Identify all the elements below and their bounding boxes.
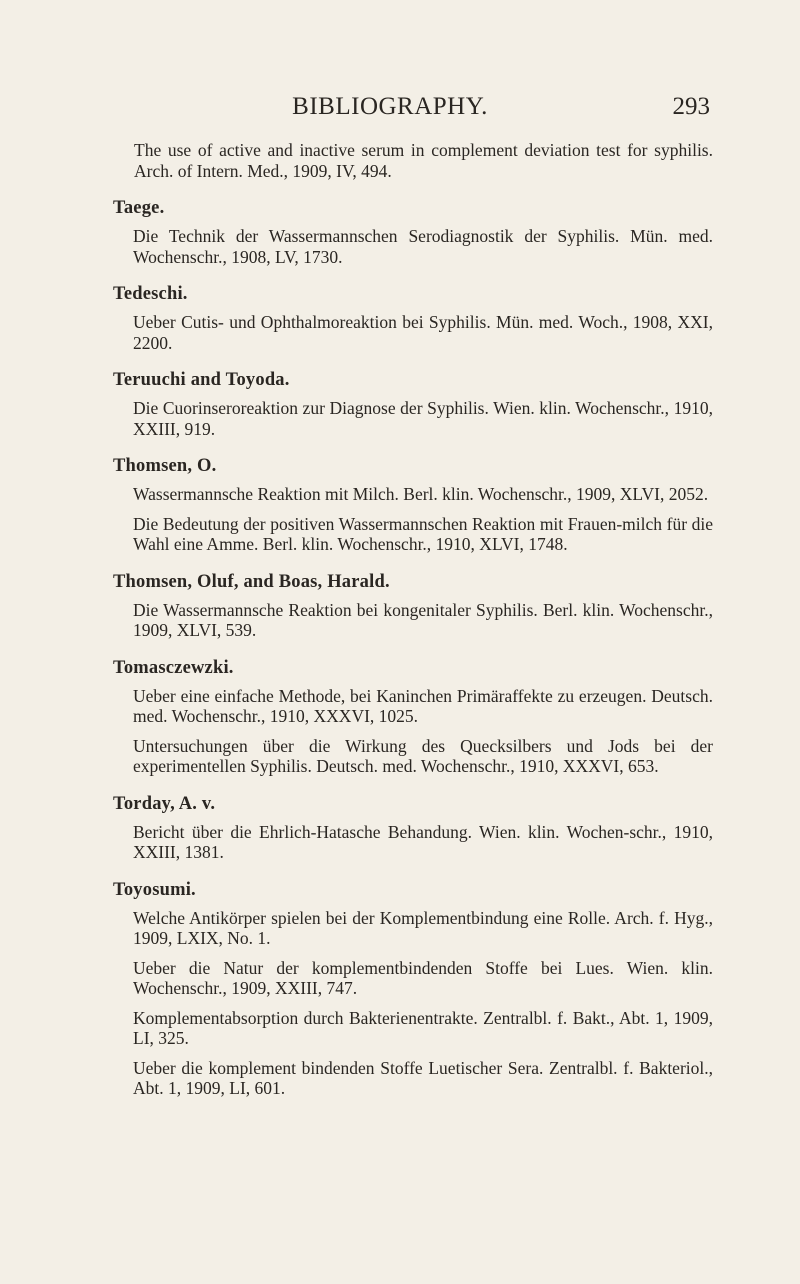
- reference-text: Wassermannsche Reaktion mit Milch. Berl. klin. Wochenschr., 1909, XLVI, 2052.: [133, 484, 709, 504]
- author-heading: Tedeschi.: [113, 284, 188, 304]
- bibliography-entry: [113, 657, 713, 777]
- bibliography-content: [113, 140, 713, 1108]
- bibliography-entry: [113, 197, 713, 267]
- reference-text: Ueber Cutis- und Ophthalmoreaktion bei Syphilis. Mün. med. Woch., 1908, XXI, 2200.: [133, 312, 713, 353]
- continued-entry: [113, 140, 713, 181]
- author-heading: Taege.: [113, 198, 165, 218]
- reference-text: The use of active and inactive serum in complement deviation test for syphilis. Arch. of Intern. Med., 1909, IV, 494.: [134, 140, 713, 181]
- reference-text: Die Bedeutung der positiven Wassermannschen Reaktion mit Frauen-milch für die Wahl eine Amme. Berl. klin. Wochenschr., 1910, XLVI, 1748.: [133, 513, 713, 554]
- reference-text: Untersuchungen über die Wirkung des Quecksilbers und Jods bei der experimentellen Syphilis. Deutsch. med. Wochenschr., 1910, XXXVI, 653.: [133, 735, 713, 776]
- author-heading: Toyosumi.: [113, 879, 196, 900]
- reference-text: Die Wassermannsche Reaktion bei kongenitaler Syphilis. Berl. klin. Wochenschr., 1909, XLVI, 539.: [133, 599, 713, 640]
- bibliography-entries: [113, 197, 713, 1099]
- author-heading: Thomsen, O.: [113, 456, 217, 476]
- bibliography-entry: [113, 571, 713, 641]
- reference-text: Ueber die Natur der komplementbindenden Stoffe bei Lues. Wien. klin. Wochenschr., 1909, XXIII, 747.: [133, 957, 713, 998]
- bibliography-entry: [113, 455, 713, 555]
- reference-text: Ueber die komplement bindenden Stoffe Luetischer Sera. Zentralbl. f. Bakteriol., Abt. 1, 1909, LI, 601.: [133, 1057, 713, 1098]
- page-number: 293: [672, 93, 710, 120]
- author-heading: Teruuchi and Toyoda.: [113, 370, 290, 390]
- bibliography-entry: [113, 369, 713, 439]
- reference-text: Komplementabsorption durch Bakterienentrakte. Zentralbl. f. Bakt., Abt. 1, 1909, LI, 325.: [133, 1007, 713, 1048]
- author-heading: Torday, A. v.: [113, 793, 216, 814]
- bibliography-entry: [113, 283, 713, 353]
- page-title: BIBLIOGRAPHY.: [292, 93, 488, 120]
- running-head: [70, 92, 710, 126]
- bibliography-entry: [113, 879, 713, 1099]
- bibliography-entry: [113, 793, 713, 863]
- author-heading: Thomsen, Oluf, and Boas, Harald.: [113, 571, 390, 592]
- reference-text: Die Cuorinseroreaktion zur Diagnose der Syphilis. Wien. klin. Wochenschr., 1910, XXIII, 919.: [133, 398, 713, 439]
- author-heading: Tomasczewzki.: [113, 657, 234, 678]
- reference-text: Bericht über die Ehrlich-Hatasche Behandung. Wien. klin. Wochen-schr., 1910, XXIII, 1381.: [133, 821, 713, 862]
- reference-text: Welche Antikörper spielen bei der Komplementbindung eine Rolle. Arch. f. Hyg., 1909, LXIX, No. 1.: [133, 907, 713, 948]
- reference-text: Die Technik der Wassermannschen Serodiagnostik der Syphilis. Mün. med. Wochenschr., 1908, LV, 1730.: [133, 226, 713, 267]
- reference-text: Ueber eine einfache Methode, bei Kaninchen Primäraffekte zu erzeugen. Deutsch. med. Wochenschr., 1910, XXXVI, 1025.: [133, 685, 713, 726]
